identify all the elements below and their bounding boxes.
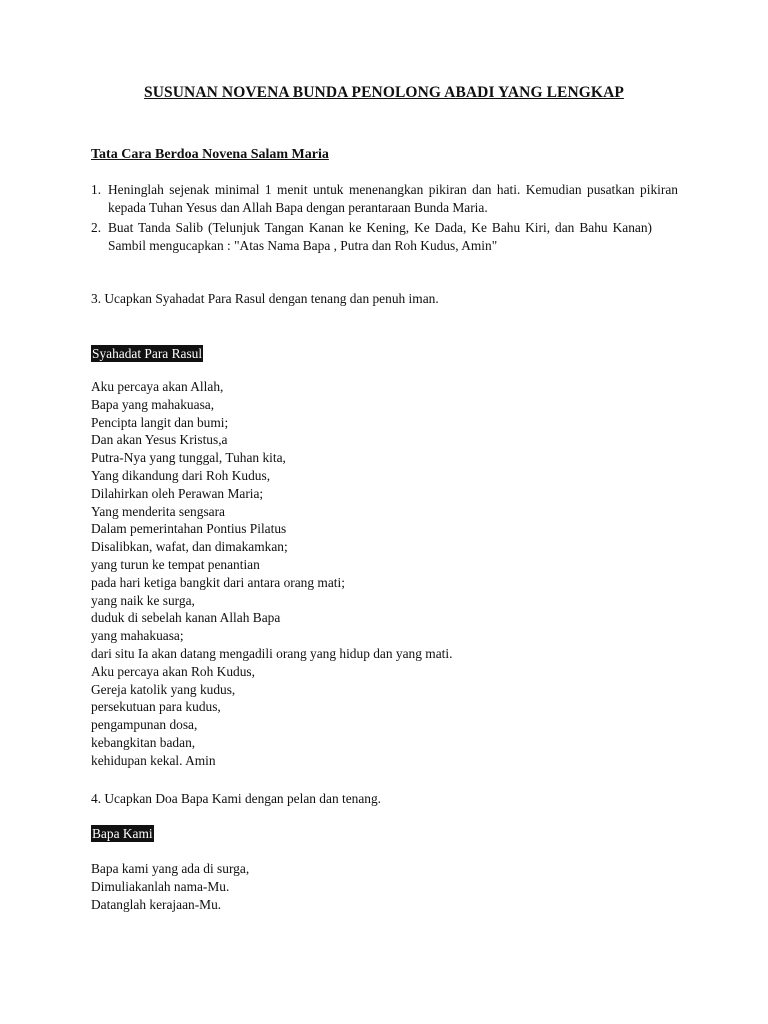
prayer-line: Aku percaya akan Allah, <box>91 379 224 394</box>
step-item-3: 3. Ucapkan Syahadat Para Rasul dengan tenang dan penuh iman. <box>91 291 439 306</box>
prayer-line: pengampunan dosa, <box>91 717 198 733</box>
prayer-line: Putra-Nya yang tunggal, Tuhan kita, <box>91 450 286 466</box>
step-text-part-b: Sambil mengucapkan : "Atas Nama Bapa , Putra dan Roh Kudus, Amin" <box>108 238 498 253</box>
prayer-line: Dilahirkan oleh Perawan Maria; <box>91 485 264 501</box>
prayer-line: dari situ Ia akan datang mengadili orang yang hidup dan yang mati. <box>91 645 453 661</box>
prayer-line: yang naik ke surga, <box>91 592 195 608</box>
prayer-text-bapa-kami <box>91 860 249 913</box>
prayer-line: kebangkitan badan, <box>91 734 196 750</box>
prayer-text-syahadat <box>91 378 452 770</box>
step-item-2 <box>91 219 678 255</box>
step-text: Heninglah sejenak minimal 1 menit untuk menenangkan pikiran dan hati. Kemudian pusatkan pikiran kepada Tuhan Yesus dan Allah Bapa dengan perantaraan Bunda Maria. <box>108 182 678 215</box>
prayer-line: Dimuliakanlah nama-Mu. <box>91 878 230 894</box>
prayer-line: Datanglah kerajaan-Mu. <box>91 896 222 912</box>
prayer-line: Gereja katolik yang kudus, <box>91 681 236 697</box>
prayer-line: Pencipta langit dan bumi; <box>91 414 229 430</box>
step-number: 2. <box>91 220 102 235</box>
prayer-line: yang turun ke tempat penantian <box>91 556 260 572</box>
prayer-line: Bapa yang mahakuasa, <box>91 396 215 412</box>
step-text <box>108 219 678 255</box>
prayer-line: Bapa kami yang ada di surga, <box>91 861 250 876</box>
prayer-line: Aku percaya akan Roh Kudus, <box>91 663 255 679</box>
prayer-line: Dalam pemerintahan Pontius Pilatus <box>91 521 287 537</box>
prayer-line: duduk di sebelah kanan Allah Bapa <box>91 610 281 626</box>
step-number: 1. <box>91 182 102 197</box>
section-subtitle: Tata Cara Berdoa Novena Salam Maria <box>91 147 329 162</box>
prayer-line: Yang dikandung dari Roh Kudus, <box>91 467 271 483</box>
prayer-line: kehidupan kekal. Amin <box>91 752 216 768</box>
step-text-part-a: Buat Tanda Salib (Telunjuk Tangan Kanan ke Kening, Ke Dada, Ke Bahu Kiri, dan Bahu Kanan) <box>108 220 652 235</box>
prayer-line: pada hari ketiga bangkit dari antara orang mati; <box>91 574 345 590</box>
step-item-4: 4. Ucapkan Doa Bapa Kami dengan pelan dan tenang. <box>91 791 382 806</box>
prayer-line: yang mahakuasa; <box>91 628 184 644</box>
prayer-line: Dan akan Yesus Kristus,a <box>91 432 228 448</box>
prayer-line: persekutuan para kudus, <box>91 699 221 715</box>
prayer-line: Disalibkan, wafat, dan dimakamkan; <box>91 539 288 555</box>
steps-list <box>91 181 678 257</box>
prayer-heading-bapa-kami: Bapa Kami <box>92 826 153 841</box>
prayer-heading-syahadat: Syahadat Para Rasul <box>92 346 203 361</box>
step-item-1 <box>91 181 678 217</box>
prayer-line: Yang menderita sengsara <box>91 503 225 519</box>
document-title: SUSUNAN NOVENA BUNDA PENOLONG ABADI YANG LENGKAP <box>144 84 624 101</box>
